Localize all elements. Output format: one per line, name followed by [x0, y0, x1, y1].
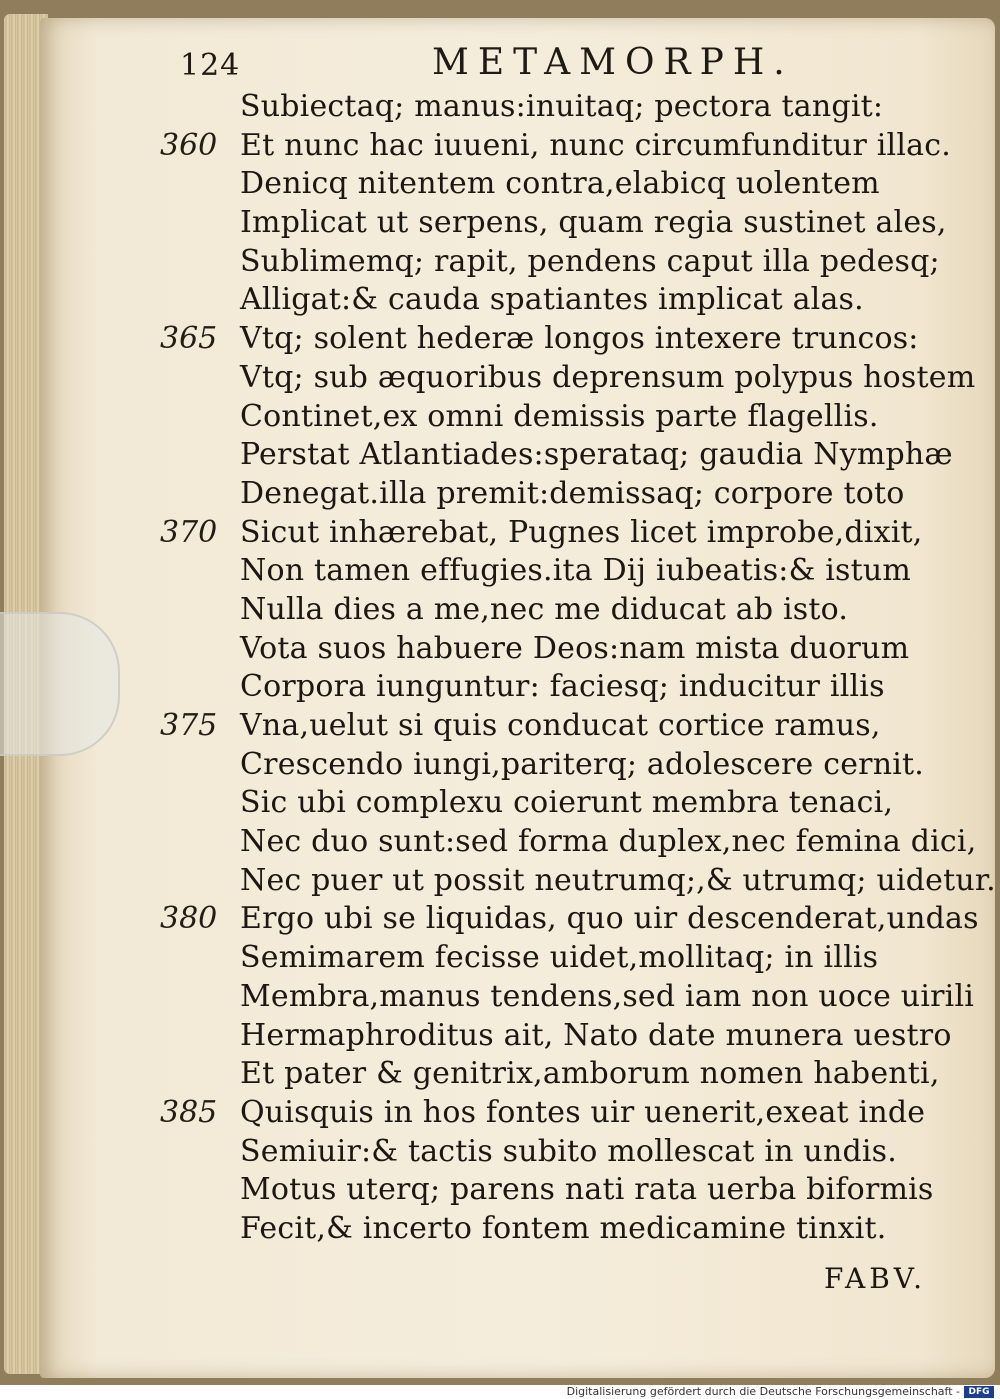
- verse-line: [160, 1171, 980, 1210]
- verse-line: [160, 398, 980, 437]
- verse-number: 375: [160, 708, 218, 743]
- page-header: [170, 40, 890, 90]
- verse-text: Hermaphroditus ait, Nato date munera uestro: [240, 1017, 952, 1053]
- verse-number: 380: [160, 901, 218, 937]
- verse-text: Vota suos habuere Deos:nam mista duorum: [240, 630, 910, 666]
- verse-line: [160, 552, 980, 591]
- verse-number: 370: [160, 514, 218, 550]
- verse-text: Semiuir:& tactis subito mollescat in undis.: [240, 1133, 897, 1169]
- verse-text: Sublimemq; rapit, pendens caput illa pedesq;: [240, 243, 940, 279]
- verse-text: Motus uterq; parens nati rata uerba biformis: [240, 1172, 934, 1208]
- verse-line: [160, 165, 980, 204]
- verse-text: Sic ubi complexu coierunt membra tenaci,: [240, 785, 894, 821]
- page-number: 124: [180, 48, 241, 83]
- verse-line: [160, 668, 980, 707]
- verse-text: Et pater & genitrix,amborum nomen habenti,: [240, 1056, 940, 1092]
- verse-text: Nulla dies a me,nec me diducat ab isto.: [240, 591, 849, 627]
- verse-text: Crescendo iungi,pariterq; adolescere cernit.: [240, 746, 925, 782]
- verse-text: Quisquis in hos fontes uir uenerit,exeat inde: [240, 1094, 926, 1130]
- verse-line: [160, 862, 996, 901]
- verse-text: Alligat:& cauda spatiantes implicat alas.: [240, 282, 864, 318]
- verse-block: [160, 88, 996, 1249]
- verse-line: [160, 1133, 980, 1172]
- verse-line: [160, 475, 980, 514]
- verse-text: Et nunc hac iuueni, nunc circumfunditur illac.: [240, 127, 951, 163]
- dfg-logo: DFG: [964, 1386, 994, 1398]
- verse-text: Fecit,& incerto fontem medicamine tinxit.: [240, 1210, 887, 1246]
- verse-line: [160, 359, 980, 398]
- funding-credit: Digitalisierung gefördert durch die Deutsche Forschungsgemeinschaft -: [566, 1385, 960, 1398]
- verse-text: Vtq; solent hederæ longos intexere truncos:: [240, 321, 919, 357]
- verse-text: Denicq nitentem contra,elabicq uolentem: [240, 166, 880, 202]
- verse-line: [160, 88, 980, 127]
- verse-text: Subiectaq; manus:inuitaq; pectora tangit:: [240, 89, 884, 124]
- verse-text: Sicut inhærebat, Pugnes licet improbe,dixit,: [240, 514, 923, 550]
- verse-line: [160, 746, 980, 785]
- footer: [0, 1385, 1000, 1399]
- verse-text: Continet,ex omni demissis parte flagellis.: [240, 398, 879, 434]
- verse-line: [160, 1094, 980, 1133]
- verse-number: 385: [160, 1094, 218, 1130]
- verse-text: Vtq; sub æquoribus deprensum polypus hostem: [240, 359, 976, 395]
- verse-line: [160, 900, 980, 939]
- verse-line: [160, 630, 980, 669]
- verse-line: [160, 1055, 980, 1094]
- verse-number: 360: [160, 127, 218, 163]
- verse-line: [160, 978, 980, 1017]
- verse-text: Ergo ubi se liquidas, quo uir descenderat,undas: [240, 901, 979, 937]
- verse-text: Perstat Atlantiades:sperataq; gaudia Nymphæ: [240, 437, 953, 473]
- verse-line: [160, 591, 980, 630]
- verse-line: [160, 243, 980, 282]
- verse-text: Corpora iunguntur: faciesq; inducitur illis: [240, 669, 885, 705]
- verse-line: [160, 1210, 980, 1249]
- verse-line: [160, 1017, 980, 1056]
- verse-line: [160, 939, 980, 978]
- verse-number: 365: [160, 321, 218, 357]
- verse-line: [160, 320, 980, 359]
- verse-text: Nec puer ut possit neutrumq;,& utrumq; uidetur.: [240, 862, 996, 898]
- verse-text: Denegat.illa premit:demissaq; corpore toto: [240, 475, 905, 511]
- verse-line: [160, 784, 980, 823]
- verse-text: Non tamen effugies.ita Dij iubeatis:& istum: [240, 553, 912, 589]
- verse-text: Vna,uelut si quis conducat cortice ramus,: [240, 708, 881, 743]
- verse-text: Semimarem fecisse uidet,mollitaq; in illis: [240, 940, 879, 976]
- catchword: FABV.: [824, 1262, 927, 1295]
- verse-line: [160, 127, 980, 166]
- clasp-shadow: [0, 612, 120, 756]
- verse-text: Membra,manus tendens,sed iam non uoce uirili: [240, 978, 975, 1014]
- verse-line: [160, 204, 980, 243]
- verse-line: [160, 281, 980, 320]
- running-title: METAMORPH.: [432, 42, 794, 83]
- verse-text: Nec duo sunt:sed forma duplex,nec femina dici,: [240, 824, 977, 860]
- verse-line: [160, 707, 980, 746]
- verse-line: [160, 514, 980, 553]
- verse-line: [160, 436, 980, 475]
- verse-line: [160, 823, 980, 862]
- verse-text: Implicat ut serpens, quam regia sustinet ales,: [240, 205, 947, 241]
